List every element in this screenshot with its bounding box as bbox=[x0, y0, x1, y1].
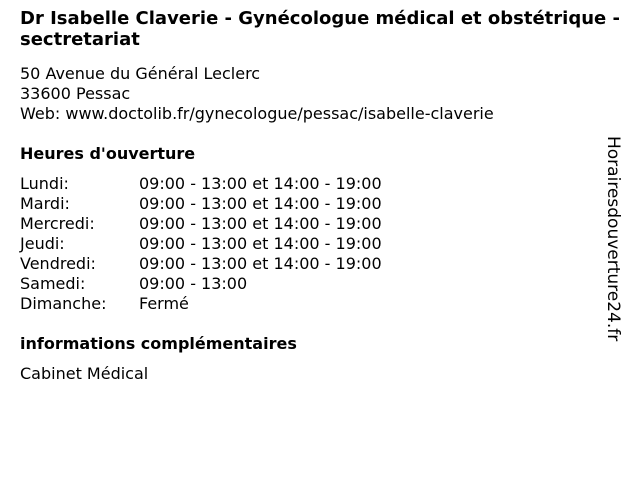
day-label: Dimanche: bbox=[20, 294, 107, 313]
day-label: Lundi: bbox=[20, 174, 69, 193]
city-address: 33600 Pessac bbox=[20, 84, 131, 103]
day-label: Mardi: bbox=[20, 194, 70, 213]
day-label: Mercredi: bbox=[20, 214, 95, 233]
time-value: 09:00 - 13:00 bbox=[139, 274, 248, 293]
time-value: 09:00 - 13:00 et 14:00 - 19:00 bbox=[139, 254, 382, 273]
site-watermark: Horairesdouverture24.fr bbox=[603, 136, 623, 342]
day-label: Jeudi: bbox=[20, 234, 65, 253]
time-value: Fermé bbox=[139, 294, 189, 313]
street-address: 50 Avenue du Général Leclerc bbox=[20, 64, 261, 83]
time-value: 09:00 - 13:00 et 14:00 - 19:00 bbox=[139, 214, 382, 233]
opening-hours-heading: Heures d'ouverture bbox=[20, 144, 196, 163]
day-label: Samedi: bbox=[20, 274, 86, 293]
additional-info-heading: informations complémentaires bbox=[20, 334, 297, 353]
address-block bbox=[20, 64, 494, 124]
page-title: Dr Isabelle Claverie - Gynécologue médical et obstétrique - sectretariat bbox=[20, 8, 620, 50]
time-value: 09:00 - 13:00 et 14:00 - 19:00 bbox=[139, 234, 382, 253]
day-label: Vendredi: bbox=[20, 254, 96, 273]
website-line: Web: www.doctolib.fr/gynecologue/pessac/isabelle-claverie bbox=[20, 104, 494, 123]
time-value: 09:00 - 13:00 et 14:00 - 19:00 bbox=[139, 194, 382, 213]
time-value: 09:00 - 13:00 et 14:00 - 19:00 bbox=[139, 174, 382, 193]
additional-info-text: Cabinet Médical bbox=[20, 364, 149, 383]
